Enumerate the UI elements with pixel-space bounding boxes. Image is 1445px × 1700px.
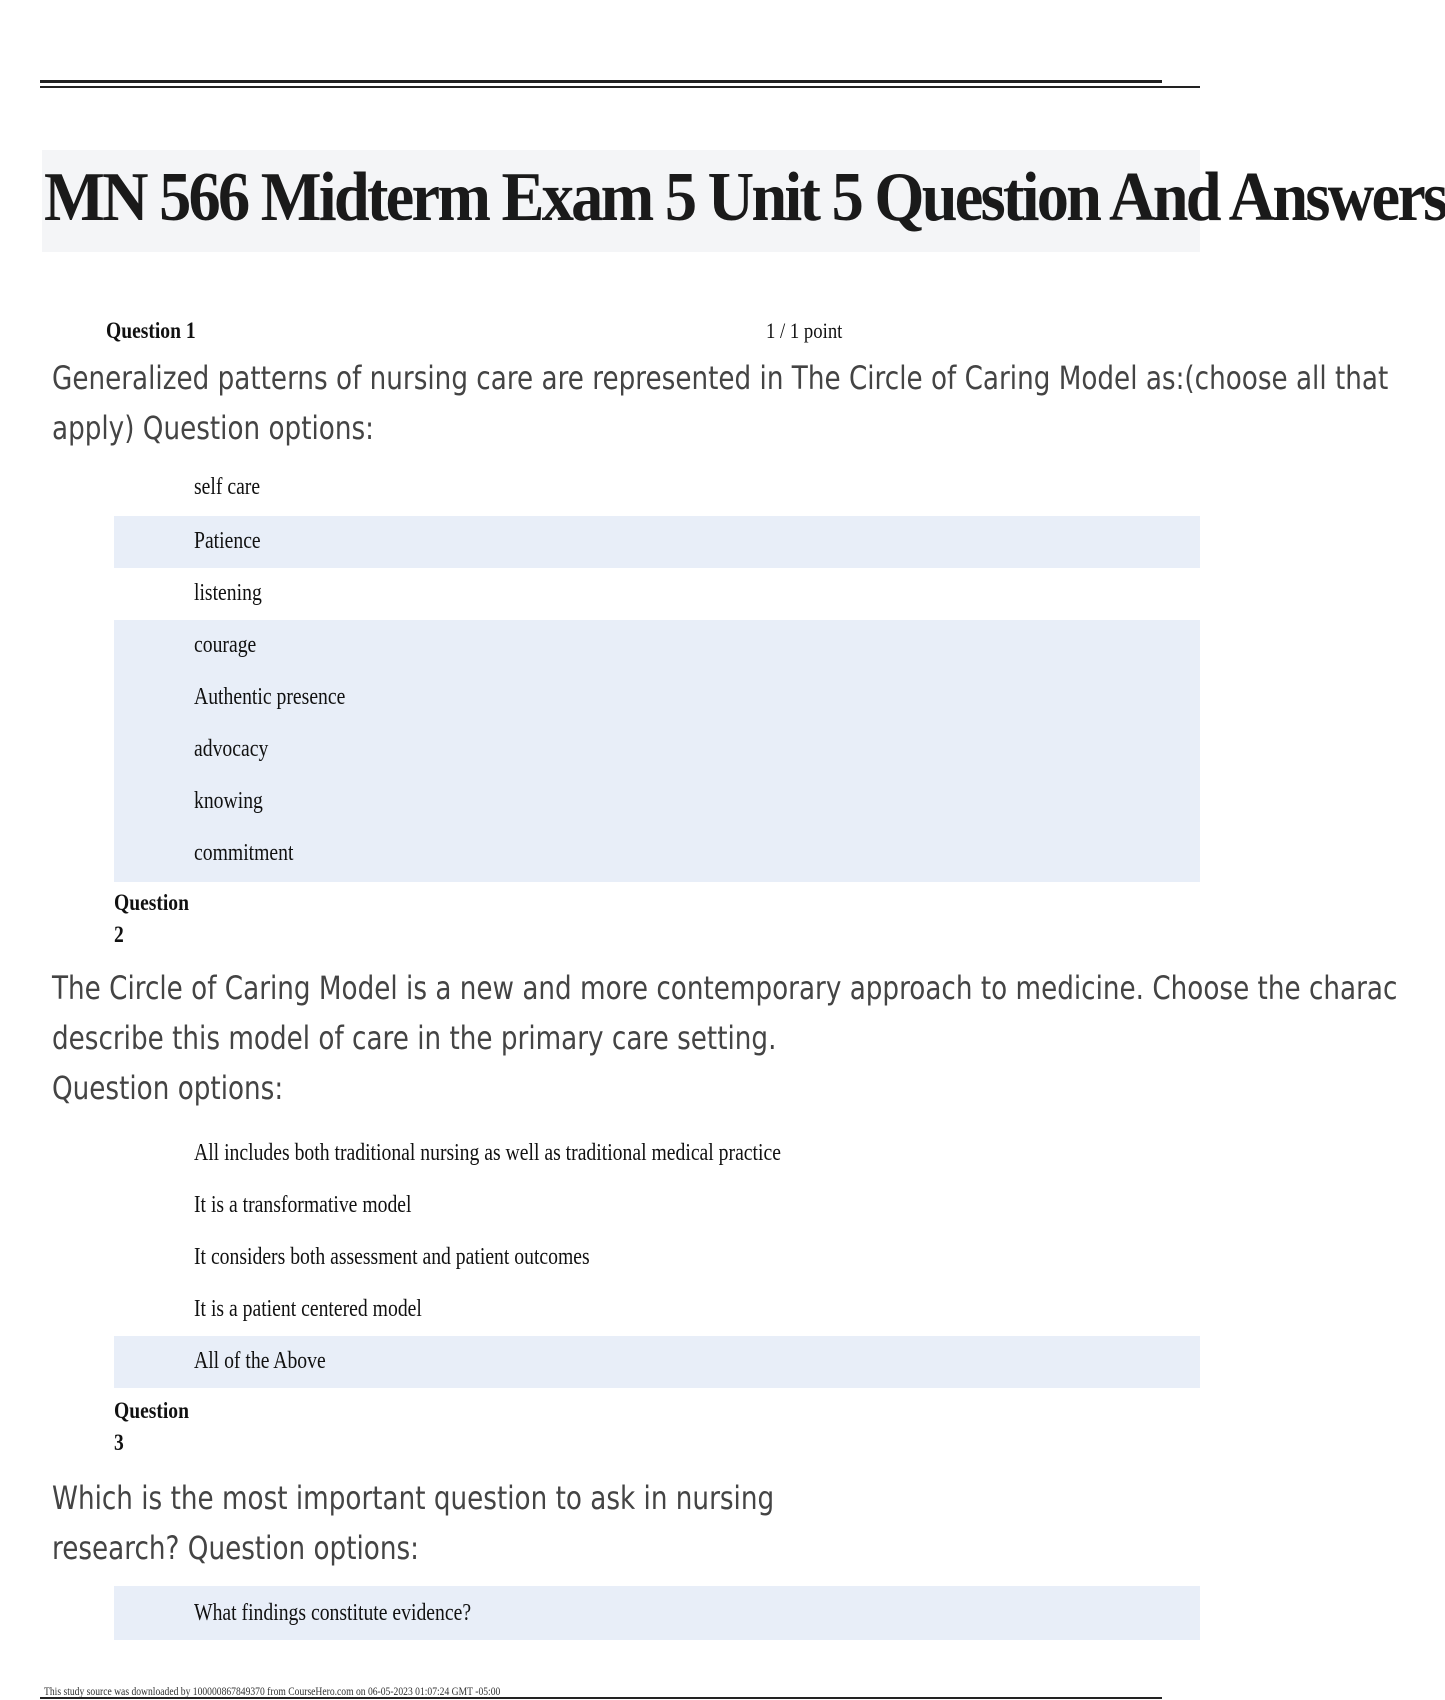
question-points: 1 / 1 point — [766, 318, 843, 343]
download-watermark-text: This study source was downloaded by 100000867849370 from CourseHero.com on 06-05-2023 01:07:24 GMT -05:00 — [44, 1684, 501, 1698]
answer-option-label: All includes both traditional nursing as well as traditional medical practice — [194, 1140, 781, 1166]
answer-option[interactable] — [114, 462, 1200, 514]
question-label: Question — [114, 890, 189, 915]
answer-option-selected[interactable] — [114, 724, 1200, 776]
question-number: 3 — [114, 1430, 124, 1455]
question-label: Question 1 — [106, 318, 196, 343]
answer-option-selected[interactable] — [114, 620, 1200, 672]
answer-option-selected[interactable] — [114, 828, 1200, 880]
question-text-line: Which is the most important question to ask in nursing — [52, 1479, 775, 1517]
question-label: Question — [114, 1398, 189, 1423]
answer-option[interactable] — [114, 1232, 1200, 1284]
answer-option-label: It considers both assessment and patient outcomes — [194, 1244, 590, 1270]
question-text-line: research? Question options: — [52, 1529, 419, 1567]
answer-option-label: Authentic presence — [194, 684, 346, 710]
top-rule — [40, 80, 1162, 83]
answer-option-label: self care — [194, 474, 261, 500]
top-rule-secondary — [40, 86, 1200, 88]
answer-option-selected[interactable] — [114, 672, 1200, 724]
question-text-line: The Circle of Caring Model is a new and more contemporary approach to medicine. Choose the charac — [52, 969, 1398, 1007]
answer-option[interactable] — [114, 568, 1200, 620]
page-title: MN 566 Midterm Exam 5 Unit 5 Question And Answers — [44, 159, 1445, 236]
answer-option-selected[interactable] — [114, 516, 1200, 568]
answer-option-selected[interactable] — [114, 1586, 1200, 1640]
bottom-rule — [40, 1697, 1162, 1699]
answer-option-label: knowing — [194, 788, 263, 814]
answer-option-selected[interactable] — [114, 776, 1200, 828]
question-text-line: apply) Question options: — [52, 409, 374, 447]
answer-option[interactable] — [114, 1128, 1200, 1180]
answer-option-label: It is a transformative model — [194, 1192, 412, 1218]
answer-option-label: commitment — [194, 840, 294, 866]
answer-option-label: What findings constitute evidence? — [194, 1600, 472, 1626]
question-text-line: Question options: — [52, 1069, 284, 1107]
answer-option[interactable] — [114, 1180, 1200, 1232]
answer-option-label: advocacy — [194, 736, 269, 762]
answer-option-label: All of the Above — [194, 1348, 326, 1374]
question-text-line: Generalized patterns of nursing care are represented in The Circle of Caring Model as:(choose all that — [52, 359, 1389, 397]
question-number: 2 — [114, 922, 124, 947]
answer-option-label: It is a patient centered model — [194, 1296, 422, 1322]
answer-option[interactable] — [114, 1284, 1200, 1336]
answer-option-label: listening — [194, 580, 262, 606]
question-text-line: describe this model of care in the primary care setting. — [52, 1019, 777, 1057]
answer-option-label: Patience — [194, 528, 261, 554]
answer-option-selected[interactable] — [114, 1336, 1200, 1388]
answer-option-label: courage — [194, 632, 257, 658]
